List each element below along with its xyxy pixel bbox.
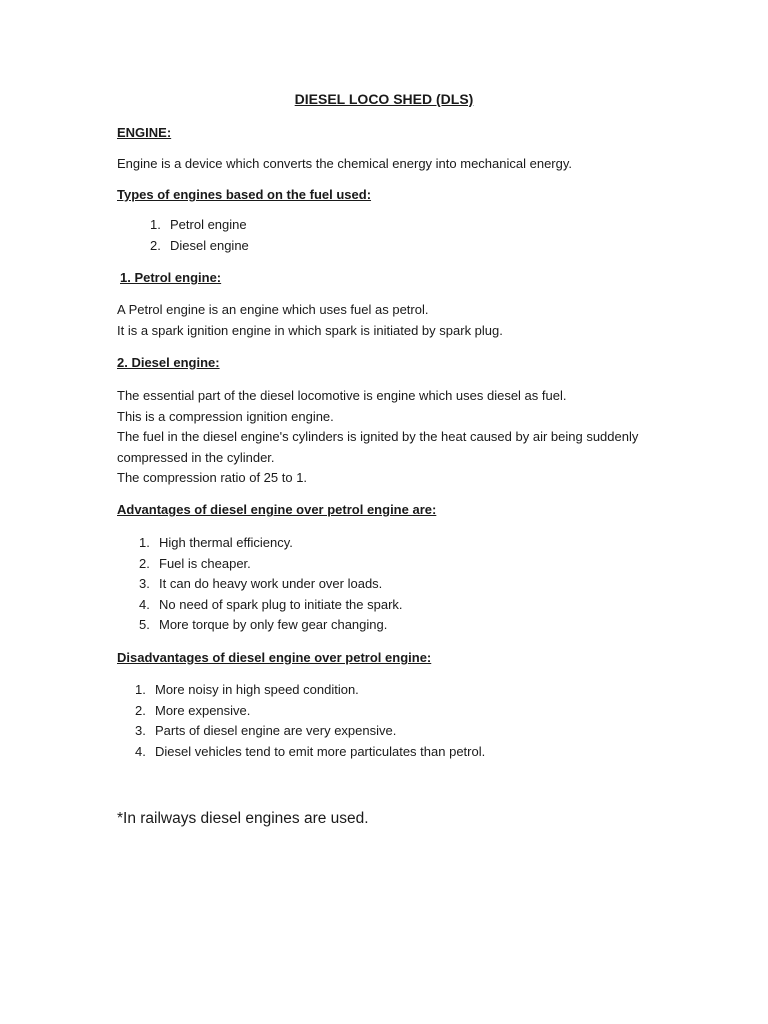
list-item: [135, 721, 485, 742]
list-item-text: Petrol engine: [170, 217, 247, 232]
list-item: [139, 595, 403, 616]
list-item: [135, 742, 485, 763]
list-item-text: It can do heavy work under over loads.: [159, 576, 383, 591]
list-item-text: Diesel vehicles tend to emit more particulates than petrol.: [155, 743, 486, 759]
list-item: [139, 554, 403, 575]
list-item-number: 3.: [139, 576, 150, 591]
paragraph-line: compressed in the cylinder.: [117, 449, 275, 465]
list-item: [150, 215, 249, 236]
list-item: [139, 615, 403, 636]
railways-note: *In railways diesel engines are used.: [117, 810, 369, 827]
list-item-number: 2.: [135, 702, 146, 718]
paragraph-line: A Petrol engine is an engine which uses fuel as petrol.: [117, 302, 429, 317]
list-item: [135, 680, 485, 701]
engine-heading: ENGINE:: [117, 125, 172, 140]
list-item-text: No need of spark plug to initiate the spark.: [159, 596, 403, 612]
paragraph-line: The fuel in the diesel engine's cylinders is ignited by the heat caused by air being suddenly: [117, 429, 639, 444]
list-item: [150, 236, 249, 257]
list-item-number: 1.: [135, 682, 146, 697]
diesel-engine-paragraph: [117, 386, 657, 489]
list-item-number: 2.: [139, 555, 150, 571]
disadvantages-heading: Disadvantages of diesel engine over petrol engine:: [117, 650, 432, 665]
list-item-number: 1.: [139, 535, 150, 550]
list-item-text: Parts of diesel engine are very expensive.: [155, 723, 397, 738]
engine-definition-line: Engine is a device which converts the chemical energy into mechanical energy.: [117, 156, 572, 171]
list-item: [139, 533, 403, 554]
paragraph-line: It is a spark ignition engine in which spark is initiated by spark plug.: [117, 322, 503, 338]
diesel-engine-heading: 2. Diesel engine:: [117, 355, 220, 370]
list-item-number: 4.: [139, 596, 150, 612]
list-item: [139, 574, 403, 595]
list-item-text: High thermal efficiency.: [159, 535, 293, 550]
advantages-heading: Advantages of diesel engine over petrol engine are:: [117, 502, 437, 517]
types-list: [150, 215, 249, 256]
list-item-number: 2.: [150, 237, 161, 253]
list-item-number: 1.: [150, 217, 161, 232]
list-item-text: More noisy in high speed condition.: [155, 682, 359, 697]
paragraph-line: The compression ratio of 25 to 1.: [117, 470, 308, 485]
list-item: [135, 701, 485, 722]
petrol-engine-heading: 1. Petrol engine:: [120, 270, 222, 285]
list-item-text: Diesel engine: [170, 237, 249, 253]
engine-definition: [117, 154, 657, 175]
list-item-text: Fuel is cheaper.: [159, 555, 251, 571]
list-item-number: 4.: [135, 743, 146, 759]
advantages-list: [139, 533, 403, 636]
list-item-text: More expensive.: [155, 702, 251, 718]
paragraph-line: The essential part of the diesel locomotive is engine which uses diesel as fuel.: [117, 388, 567, 403]
list-item-number: 3.: [135, 723, 146, 738]
list-item-text: More torque by only few gear changing.: [159, 617, 388, 632]
petrol-engine-paragraph: [117, 300, 657, 341]
paragraph-line: This is a compression ignition engine.: [117, 408, 334, 424]
disadvantages-list: [135, 680, 485, 762]
list-item-number: 5.: [139, 617, 150, 632]
types-heading: Types of engines based on the fuel used:: [117, 187, 372, 202]
document-title: DIESEL LOCO SHED (DLS): [294, 91, 474, 107]
